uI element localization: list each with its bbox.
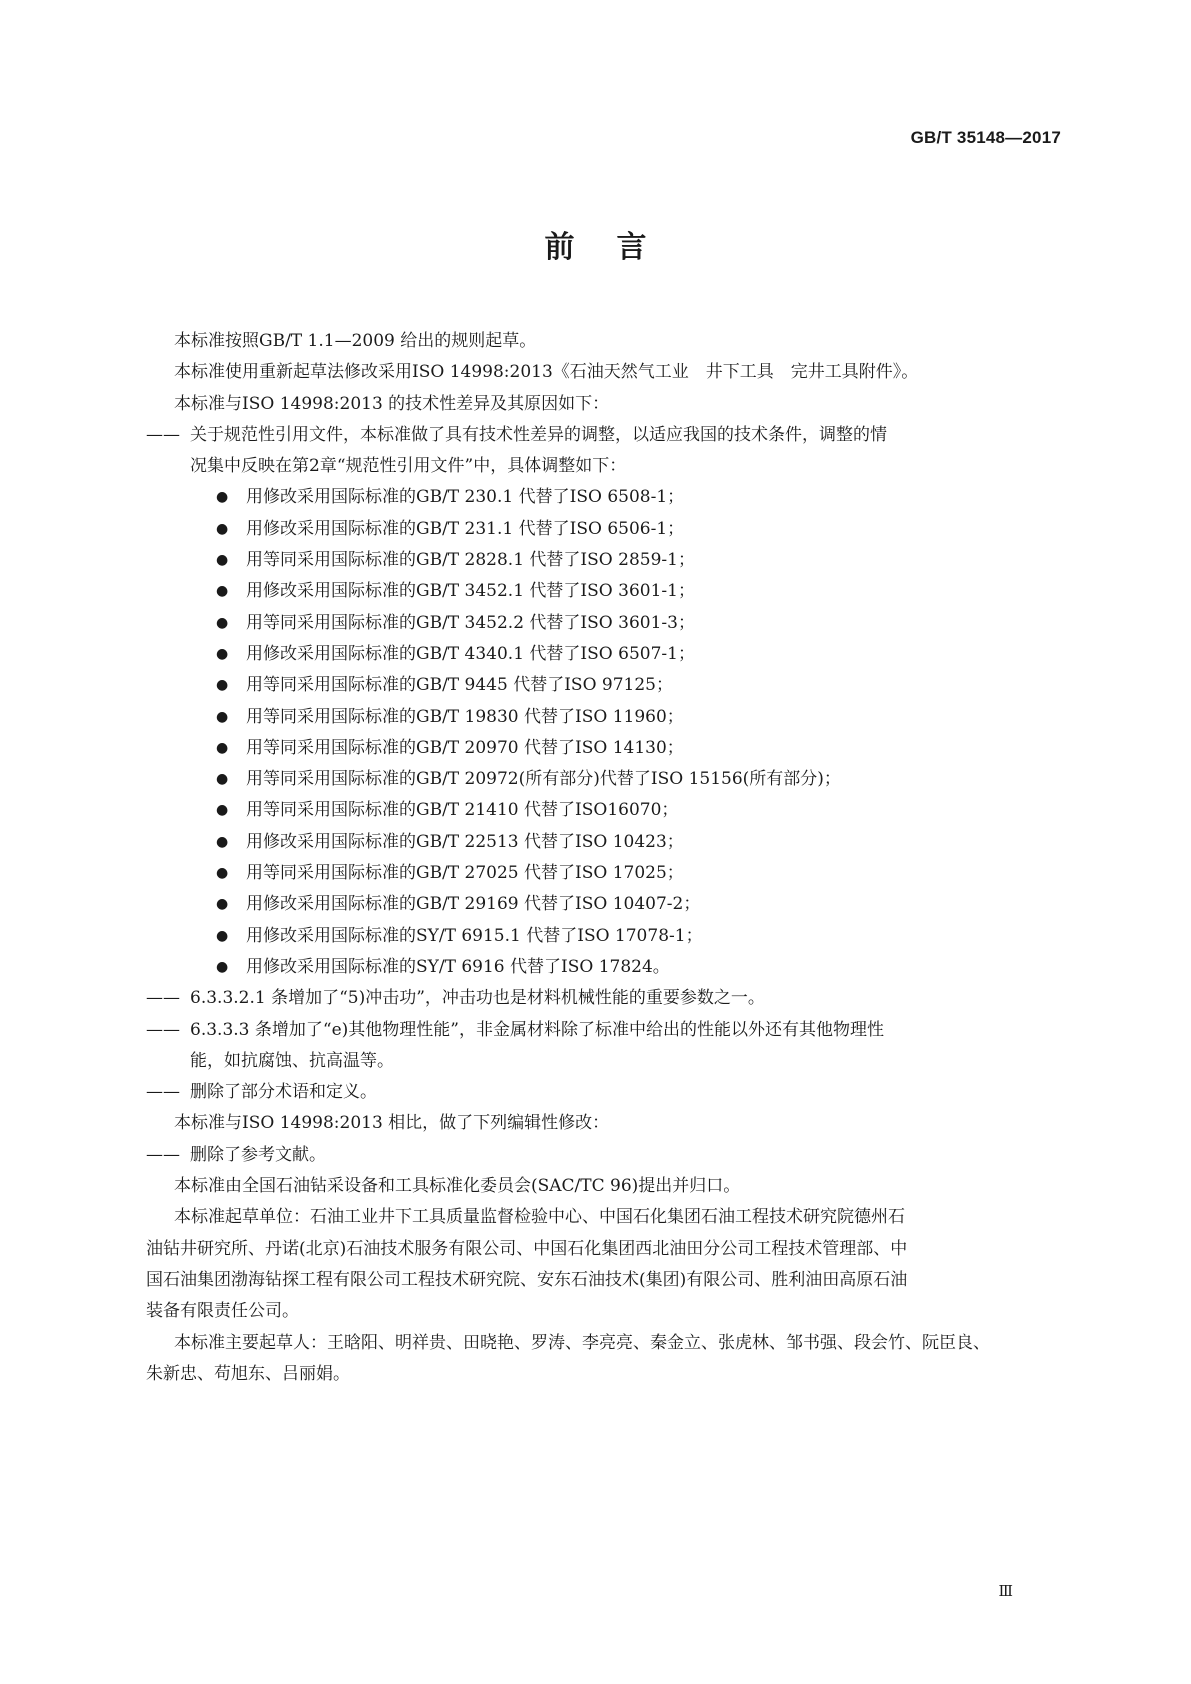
bullet-text: 用修改采用国际标准的GB/T 3452.1 代替了ISO 3601-1；	[246, 581, 695, 602]
bullet-dot-icon: ●	[216, 520, 229, 537]
paragraph-adoption: 本标准使用重新起草法修改采用ISO 14998:2013《石油天然气工业 井下工具 完井工具附件》。	[174, 362, 919, 383]
bullet-dot-icon: ●	[216, 802, 229, 819]
dash-mark: ——	[146, 1144, 180, 1165]
bullet-item	[216, 795, 1074, 826]
bullet-dot-icon: ●	[216, 896, 229, 913]
drafters-line-1: 本标准主要起草人：王晗阳、明祥贵、田晓艳、罗涛、李亮亮、秦金立、张虎林、邹书强、段会竹、阮臣良、	[174, 1332, 990, 1353]
paragraph-technical-differences: 本标准与ISO 14998:2013 的技术性差异及其原因如下：	[174, 393, 610, 414]
dash-item-text: 删除了部分术语和定义。	[190, 1082, 377, 1103]
dash-item-physical-properties	[146, 1015, 1074, 1078]
paragraph-drafting-rules: 本标准按照GB/T 1.1—2009 给出的规则起草。	[174, 331, 537, 351]
dash-item-text: 6.3.3.3 条增加了“e)其他物理性能”，非金属材料除了标准中给出的性能以外还有其他物理性	[190, 1019, 884, 1040]
drafting-units-line-4: 装备有限责任公司。	[146, 1301, 299, 1322]
drafting-units-line-2: 油钻井研究所、丹诺(北京)石油技术服务有限公司、中国石化集团西北油田分公司工程技术管理部、中	[146, 1238, 908, 1259]
dash-mark: ——	[146, 424, 180, 445]
bullet-text: 用等同采用国际标准的GB/T 3452.2 代替了ISO 3601-3；	[246, 612, 695, 633]
bullet-dot-icon: ●	[216, 552, 229, 569]
bullet-text: 用等同采用国际标准的GB/T 2828.1 代替了ISO 2859-1；	[246, 550, 695, 571]
bullet-text: 用修改采用国际标准的GB/T 22513 代替了ISO 10423；	[246, 831, 684, 852]
bullet-text: 用修改采用国际标准的SY/T 6916 代替了ISO 17824。	[246, 956, 670, 977]
bullet-text: 用等同采用国际标准的GB/T 19830 代替了ISO 11960；	[246, 706, 684, 727]
paragraph-proposer: 本标准由全国石油钻采设备和工具标准化委员会(SAC/TC 96)提出并归口。	[174, 1176, 741, 1197]
dash-item-impact-energy	[146, 983, 1074, 1014]
bullet-text: 用等同采用国际标准的GB/T 9445 代替了ISO 97125；	[246, 675, 673, 696]
bullet-text: 用修改采用国际标准的GB/T 231.1 代替了ISO 6506-1；	[246, 518, 685, 539]
bullet-item	[216, 827, 1074, 858]
bullet-item	[216, 952, 1074, 983]
bullet-text: 用等同采用国际标准的GB/T 21410 代替了ISO16070；	[246, 800, 679, 821]
bullet-dot-icon: ●	[216, 958, 229, 975]
drafting-units-line-1: 本标准起草单位：石油工业井下工具质量监督检验中心、中国石化集团石油工程技术研究院德州石	[174, 1207, 905, 1228]
dash-mark: ——	[146, 1082, 180, 1103]
bullet-text: 用等同采用国际标准的GB/T 20972(所有部分)代替了ISO 15156(所有部分)；	[246, 769, 841, 790]
dash-item-text: 6.3.3.2.1 条增加了“5)冲击功”，冲击功也是材料机械性能的重要参数之一。	[190, 988, 765, 1009]
document-body	[146, 326, 1074, 1390]
page-title: 前言	[544, 230, 689, 265]
dash-item-bibliography-removed	[146, 1140, 1074, 1171]
bullet-dot-icon: ●	[216, 927, 229, 944]
paragraph-editorial-changes: 本标准与ISO 14998:2013 相比，做了下列编辑性修改：	[174, 1113, 610, 1134]
dash-item-terms-removed	[146, 1077, 1074, 1108]
bullet-text: 用修改采用国际标准的SY/T 6915.1 代替了ISO 17078-1；	[246, 925, 703, 946]
bullet-dot-icon: ●	[216, 583, 229, 600]
drafters-line-2: 朱新忠、苟旭东、吕丽娟。	[146, 1363, 350, 1384]
bullet-dot-icon: ●	[216, 614, 229, 631]
bullet-text: 用等同采用国际标准的GB/T 20970 代替了ISO 14130；	[246, 737, 684, 758]
bullet-dot-icon: ●	[216, 833, 229, 850]
bullet-dot-icon: ●	[216, 489, 229, 506]
bullet-item	[216, 670, 1074, 701]
bullet-item	[216, 545, 1074, 576]
paragraph-drafting-units	[146, 1202, 1074, 1327]
bullet-text: 用修改采用国际标准的GB/T 230.1 代替了ISO 6508-1；	[246, 487, 685, 508]
dash-item-continuation: 况集中反映在第2章“规范性引用文件”中，具体调整如下：	[190, 456, 627, 477]
dash-mark: ——	[146, 988, 180, 1009]
drafting-units-line-3: 国石油集团渤海钻探工程有限公司工程技术研究院、安东石油技术(集团)有限公司、胜利油田高原石油	[146, 1269, 908, 1290]
bullet-dot-icon: ●	[216, 771, 229, 788]
bullet-text: 用修改采用国际标准的GB/T 29169 代替了ISO 10407-2；	[246, 894, 701, 915]
bullet-dot-icon: ●	[216, 708, 229, 725]
bullet-item	[216, 608, 1074, 639]
bullet-text: 用修改采用国际标准的GB/T 4340.1 代替了ISO 6507-1；	[246, 643, 695, 664]
dash-item-text: 关于规范性引用文件，本标准做了具有技术性差异的调整，以适应我国的技术条件，调整的情	[190, 424, 887, 445]
bullet-item	[216, 482, 1074, 513]
bullet-dot-icon: ●	[216, 739, 229, 756]
dash-item-text: 删除了参考文献。	[190, 1144, 326, 1165]
bullet-item	[216, 639, 1074, 670]
dash-mark: ——	[146, 1019, 180, 1040]
bullet-text: 用等同采用国际标准的GB/T 27025 代替了ISO 17025；	[246, 863, 684, 884]
bullet-item	[216, 889, 1074, 920]
bullet-item	[216, 733, 1074, 764]
bullet-dot-icon: ●	[216, 865, 229, 882]
paragraph-drafters	[146, 1328, 1074, 1391]
bullet-item	[216, 921, 1074, 952]
bullet-dot-icon: ●	[216, 677, 229, 694]
dash-item-normative-references	[146, 420, 1074, 483]
bullet-list	[174, 482, 1074, 983]
bullet-item	[216, 858, 1074, 889]
bullet-item	[216, 514, 1074, 545]
bullet-item	[216, 576, 1074, 607]
dash-item-continuation: 能，如抗腐蚀、抗高温等。	[190, 1050, 394, 1071]
bullet-item	[216, 764, 1074, 795]
standard-code: GB/T 35148—2017	[910, 128, 1061, 147]
bullet-dot-icon: ●	[216, 645, 229, 662]
bullet-item	[216, 702, 1074, 733]
page-number: Ⅲ	[998, 1582, 1013, 1600]
